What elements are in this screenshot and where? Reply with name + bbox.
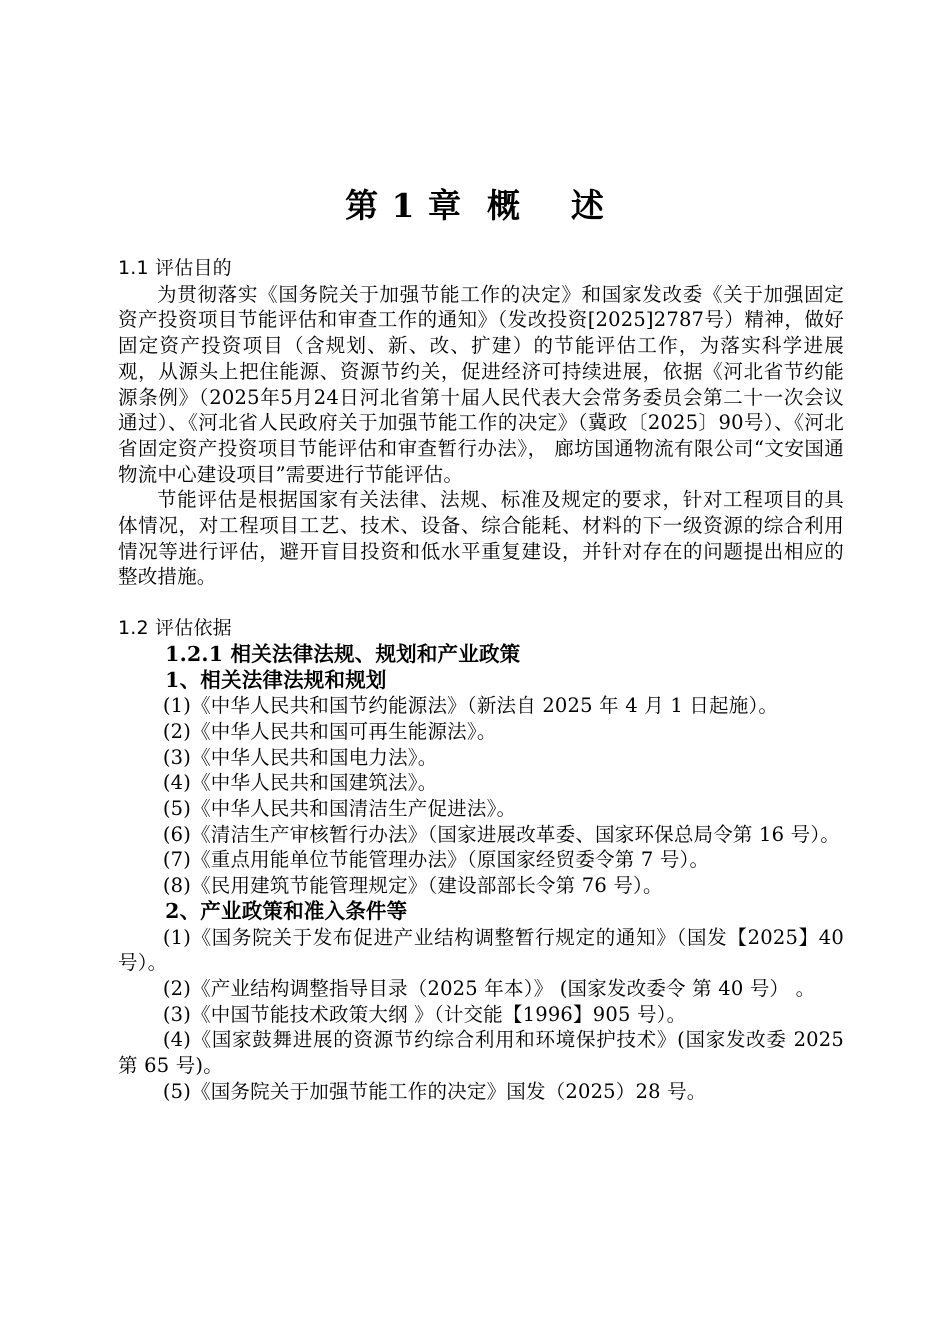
paragraph-purpose-1: 为贯彻落实《国务院关于加强节能工作的决定》和国家发改委《关于加强固定资产投资项目节能评估和审查工作的通知》（发改投资[2025]2787号）精神，做好固定资产投资项目（含规划、新、改、扩建）的节能评估工作，为落实科学进展观，从源头上把住能源、资源节约关，促进经济可持续进展，依据《河北省节约能源条例》（2025年5月24日河北省第十届人民代表大会常务委员会第二十一次会议通过）、《河北省人民政府关于加强节能工作的决定》（冀政〔2025〕90号）、《河北省固定资产投资项目节能评估和审查暂行办法》， 廊坊国通物流有限公司“文安国通物流中心建设项目”需要进行节能评估。 [118, 282, 844, 486]
chapter-title: 第 1 章 概 述 [345, 186, 605, 225]
group-heading-laws: 1、相关法律法规和规划 [165, 667, 387, 692]
document-body [118, 256, 844, 1105]
list-item: (3)《中国节能技术政策大纲 》（计交能【1996】905 号）。 [162, 1002, 687, 1026]
list-item: (7)《重点用能单位节能管理办法》（原国家经贸委令第 7 号）。 [162, 848, 710, 872]
subsection-heading-1-2-1: 1.2.1 相关法律法规、规划和产业政策 [165, 641, 521, 666]
list-item: (6)《清洁生产审核暂行办法》（国家进展改革委、国家环保总局令第 16 号）。 [162, 822, 840, 846]
list-item: (4)《中华人民共和国建筑法》。 [162, 771, 438, 795]
list-item: (1)《国务院关于发布促进产业结构调整暂行规定的通知》（国发【2025】40 号）。 [118, 925, 844, 975]
section-heading-1-1: 1.1 评估目的 [118, 257, 232, 279]
list-item: (5)《国务院关于加强节能工作的决定》国发（2025）28 号。 [162, 1079, 707, 1103]
section-heading-1-2: 1.2 评估依据 [118, 617, 232, 640]
list-item: (5)《中华人民共和国清洁生产促进法》。 [162, 797, 517, 821]
list-item: (3)《中华人民共和国电力法》。 [162, 745, 438, 769]
list-item: (2)《产业结构调整指导目录（2025 年本）》 (国家发改委令 第 40 号） 。 [162, 976, 816, 1000]
group-heading-policies: 2、产业政策和准入条件等 [165, 898, 408, 923]
section-spacer [118, 590, 844, 616]
list-item: (1)《中华人民共和国节约能源法》（新法自 2025 年 4 月 1 日起施）。 [162, 694, 779, 718]
list-item: (2)《中华人民共和国可再生能源法》。 [162, 719, 497, 743]
paragraph-purpose-2: 节能评估是根据国家有关法律、法规、标准及规定的要求，针对工程项目的具体情况，对工程项目工艺、技术、设备、综合能耗、材料的下一级资源的综合利用情况等进行评估，避开盲目投资和低水平重复建设，并针对存在的问题提出相应的整改措施。 [118, 488, 844, 589]
list-item: (8)《民用建筑节能管理规定》（建设部部长令第 76 号）。 [162, 874, 663, 898]
list-item: (4)《国家鼓舞进展的资源节约综合利用和环境保护技术》(国家发改委 2025 第 65 号)。 [118, 1028, 844, 1078]
